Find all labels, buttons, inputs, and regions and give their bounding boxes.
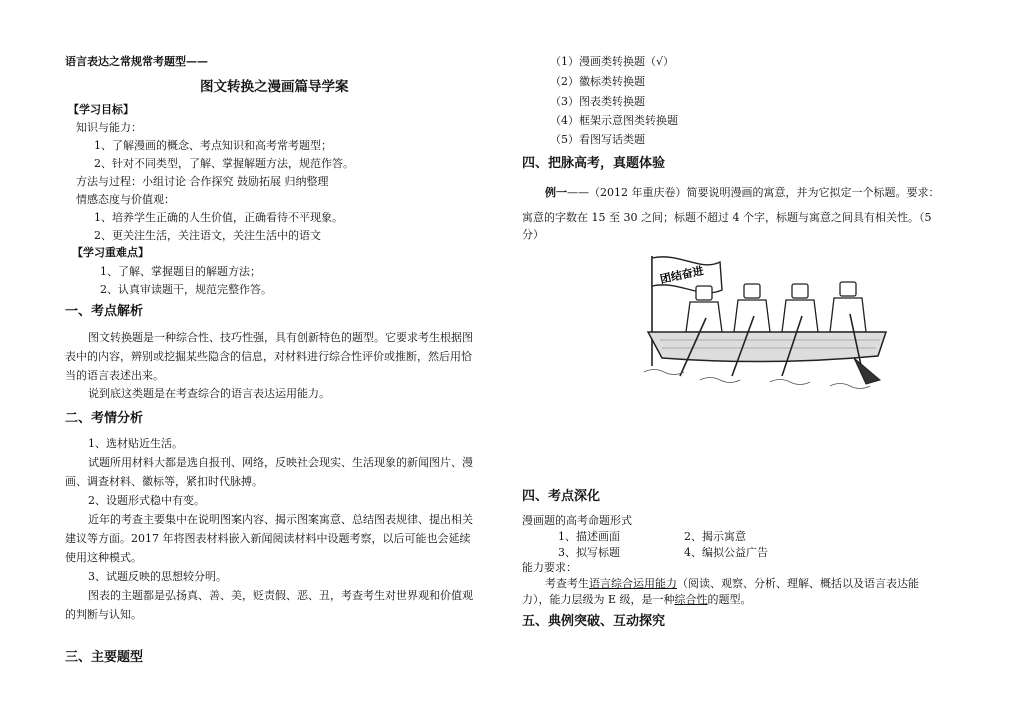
section-4b-heading: 四、考点深化 (522, 489, 601, 504)
forms-label: 漫画题的高考命题形式 (522, 514, 632, 527)
boat-hull (648, 332, 886, 362)
question-type-2: （2）徽标类转换题 (550, 75, 645, 88)
cartoon-banner-text: 团结奋进 (658, 264, 705, 287)
water-waves (644, 370, 870, 389)
section-4-heading: 四、把脉高考，真题体验 (522, 156, 666, 171)
section-2-item-3: 3、试题反映的思想较分明。 (88, 570, 227, 583)
ability-underlined-term: 综合性 (674, 593, 708, 606)
question-type-3: （3）图表类转换题 (550, 95, 645, 108)
question-type-1: （1）漫画类转换题（√） (550, 55, 675, 68)
form-item-3: 3、拟写标题 (558, 546, 620, 559)
ability-text: （阅读、观察、分析、理解、概括以及语言表达能 (677, 577, 919, 590)
example-line-3: 分） (522, 228, 544, 241)
form-item-2: 2、揭示寓意 (684, 530, 746, 543)
section-2-para-line: 近年的考查主要集中在说明图案内容、揭示图案寓意、总结图表规律、提出相关 (88, 513, 473, 526)
ability-text: 力），能力层级为 E 级，是一种 (522, 593, 675, 606)
example-text: ——（2012 年重庆卷）简要说明漫画的寓意，并为它拟定一个标题。要求： (567, 186, 940, 199)
ability-text: 的题型。 (707, 593, 752, 606)
section-2-para-line: 建议等方面。2017 年将图表材料嵌入新闻阅读材料中设题考察，以后可能也会延续 (65, 532, 471, 545)
question-type-4: （4）框架示意图类转换题 (550, 114, 678, 127)
example-line-1 (545, 186, 940, 199)
section-2-para-line: 画、调查材料、徽标等，紧扣时代脉搏。 (65, 475, 263, 488)
form-item-4: 4、编拟公益广告 (684, 546, 768, 559)
ability-line-2 (522, 593, 752, 606)
emotion-label: 情感态度与价值观： (76, 193, 175, 206)
ability-text: 考查考生 (545, 577, 589, 590)
section-2-heading: 二、考情分析 (65, 411, 144, 426)
section-2-para-line: 试题所用材料大都是选自报刊、网络，反映社会现实、生活现象的新闻图片、漫 (88, 456, 473, 469)
section-1-para-line: 表中的内容，辨别或挖掘某些隐含的信息，对材料进行综合性评价或推断，然后用恰 (65, 350, 472, 363)
section-2-item-1: 1、选材贴近生活。 (88, 437, 183, 450)
ability-underlined-term: 语言综合运用能力 (589, 577, 677, 590)
form-item-1: 1、描述画面 (558, 530, 620, 543)
ability-line-1 (545, 577, 919, 590)
rowing-cartoon-illustration (640, 248, 895, 393)
example-line-2: 寓意的字数在 15 至 30 之间；标题不超过 4 个字，标题与寓意之间具有相关性。（5 (522, 211, 932, 224)
section-2-para-line: 的判断与认知。 (65, 608, 142, 621)
method-line: 方法与过程：小组讨论 合作探究 鼓励拓展 归纳整理 (76, 175, 329, 188)
section-1-para-line: 当的语言表述出来。 (65, 369, 164, 382)
question-type-5: （5）看图写话类题 (550, 133, 645, 146)
emotion-item-2: 2、更关注生活，关注语文，关注生活中的语文 (94, 229, 321, 242)
knowledge-label: 知识与能力： (76, 121, 142, 134)
section-2-para-line: 图表的主题都是弘扬真、善、美，贬责假、恶、丑，考查考生对世界观和价值观 (88, 589, 473, 602)
section-2-item-2: 2、设题形式稳中有变。 (88, 494, 205, 507)
top-label: 语言表达之常规常考题型—— (65, 55, 208, 68)
section-1-heading: 一、考点解析 (65, 304, 144, 319)
study-goals-heading: 【学习目标】 (68, 103, 134, 116)
emotion-item-1: 1、培养学生正确的人生价值，正确看待不平现象。 (94, 211, 343, 224)
ability-label: 能力要求： (522, 561, 577, 574)
section-2-para-line: 使用这种模式。 (65, 551, 142, 564)
page-title: 图文转换之漫画篇导学案 (200, 79, 349, 95)
example-label: 例一 (545, 186, 567, 199)
key-item-2: 2、认真审读题干，规范完整作答。 (100, 283, 272, 296)
section-5-heading: 五、典例突破、互动探究 (522, 614, 666, 629)
key-points-heading: 【学习重难点】 (72, 246, 149, 259)
knowledge-item-2: 2、针对不同类型，了解、掌握解题方法，规范作答。 (94, 157, 354, 170)
key-item-1: 1、了解、掌握题目的解题方法； (100, 265, 261, 278)
section-1-para-2: 说到底这类题是在考查综合的语言表达运用能力。 (88, 387, 330, 400)
knowledge-item-1: 1、了解漫画的概念、考点知识和高考常考题型； (94, 139, 332, 152)
section-3-heading: 三、主要题型 (65, 650, 144, 665)
section-1-para-line: 图文转换题是一种综合性、技巧性强，具有创新特色的题型。它要求考生根据图 (88, 331, 473, 344)
